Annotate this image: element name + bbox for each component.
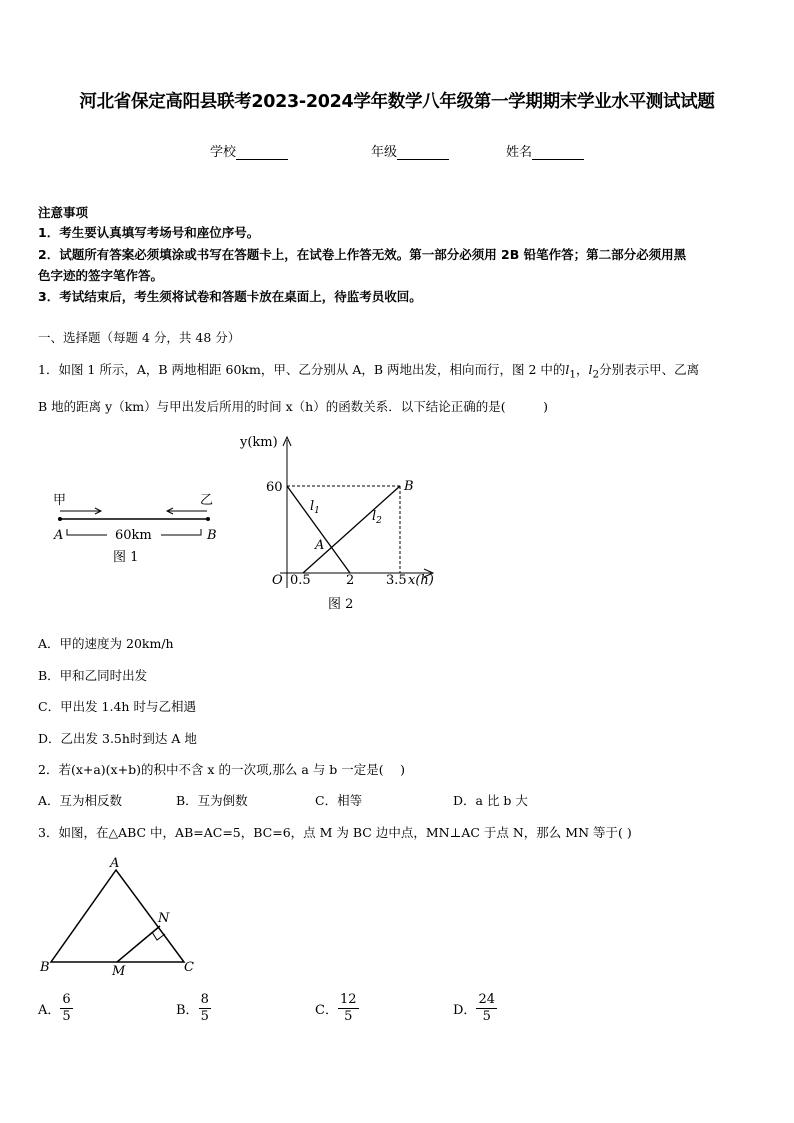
question-1-line-2: B 地的距离 y（km）与甲出发后所用的时间 x（h）的函数关系．以下结论正确的是( )	[38, 399, 548, 414]
vertex-b: B	[40, 960, 50, 975]
distance-label: 60km	[115, 528, 152, 543]
distance-bracket-left	[67, 529, 107, 535]
label-point-b: B	[404, 479, 414, 494]
label-point-a: A	[315, 538, 325, 553]
label-b: B	[207, 528, 217, 543]
figure-2	[238, 430, 448, 615]
segment-mn	[117, 926, 160, 962]
note-item: 3．考试结束后，考生须将试卷和答题卡放在桌面上，待监考员收回。	[38, 289, 422, 304]
distance-bracket-right	[161, 529, 201, 535]
label-l1: $l_1$	[310, 499, 320, 516]
tick-2: 2	[346, 573, 355, 588]
exam-title: 河北省保定高阳县联考2023-2024学年数学八年级第一学期期末学业水平测试试题	[79, 92, 715, 112]
triangle-figure	[36, 856, 206, 981]
q1-option-c: C．甲出发 1.4h 时与乙相遇	[38, 699, 196, 714]
q1-option-a: A．甲的速度为 20km/h	[38, 636, 174, 651]
x-axis-label: x(h)	[408, 573, 434, 588]
q2-option-c: C．相等	[315, 793, 363, 808]
label-yi: 乙	[200, 493, 214, 508]
q1-option-b: B．甲和乙同时出发	[38, 668, 148, 683]
q3-option-a: A． $\frac{6}{5}$	[38, 992, 71, 1024]
point-b	[206, 517, 210, 521]
vertex-a: A	[110, 856, 120, 871]
figure-1	[45, 488, 225, 568]
figure-1-caption: 图 1	[113, 550, 139, 565]
label-l2: $l_2$	[372, 509, 382, 526]
q3-option-b: B． $\frac{8}{5}$	[176, 992, 209, 1024]
section-heading: 一、选择题（每题 4 分，共 48 分）	[38, 330, 241, 345]
figure-2-caption: 图 2	[328, 597, 354, 612]
question-1-line-1: 1．如图 1 所示，A，B 两地相距 60km，甲、乙分别从 A，B 两地出发，相向而行，图 2 中的$l_1$，$l_2$分别表示甲、乙离	[38, 362, 700, 381]
q2-option-d: D．a 比 b 大	[453, 793, 528, 808]
point-n: N	[158, 911, 170, 926]
name-field: 姓名	[506, 141, 584, 160]
note-item: 2．试题所有答案必须填涂或书写在答题卡上，在试卷上作答无效。第一部分必须用 2B 铅笔作答；第二部分必须用黑	[38, 247, 687, 262]
y-axis-label: y(km)	[240, 435, 278, 450]
q2-option-b: B．互为倒数	[176, 793, 248, 808]
origin-label: O	[272, 573, 283, 588]
question-2: 2．若(x+a)(x+b)的积中不含 x 的一次项,那么 a 与 b 一定是( )	[38, 762, 406, 777]
grade-field: 年级	[371, 141, 449, 160]
q3-option-c: C． $\frac{12}{5}$	[315, 992, 357, 1024]
tick-3.5: 3.5	[386, 573, 407, 588]
vertex-c: C	[184, 960, 194, 975]
tick-0.5: 0.5	[290, 573, 311, 588]
q1-option-d: D．乙出发 3.5h时到达 A 地	[38, 731, 197, 746]
q3-option-d: D． $\frac{24}{5}$	[453, 992, 495, 1024]
line-l2	[303, 486, 400, 573]
q2-option-a: A．互为相反数	[38, 793, 123, 808]
note-item: 1．考生要认真填写考场号和座位序号。	[38, 225, 260, 240]
label-a: A	[54, 528, 64, 543]
question-3: 3．如图，在△ABC 中，AB=AC=5，BC=6，点 M 为 BC 边中点，MN⊥AC 于点 N，那么 MN 等于( )	[38, 825, 632, 840]
tick-60: 60	[266, 480, 283, 495]
point-m: M	[112, 964, 126, 979]
notes-heading: 注意事项	[38, 205, 89, 220]
note-item: 色字迹的签字笔作答。	[38, 268, 164, 283]
point-a	[58, 517, 62, 521]
label-jia: 甲	[53, 493, 67, 508]
school-field: 学校	[210, 141, 288, 160]
